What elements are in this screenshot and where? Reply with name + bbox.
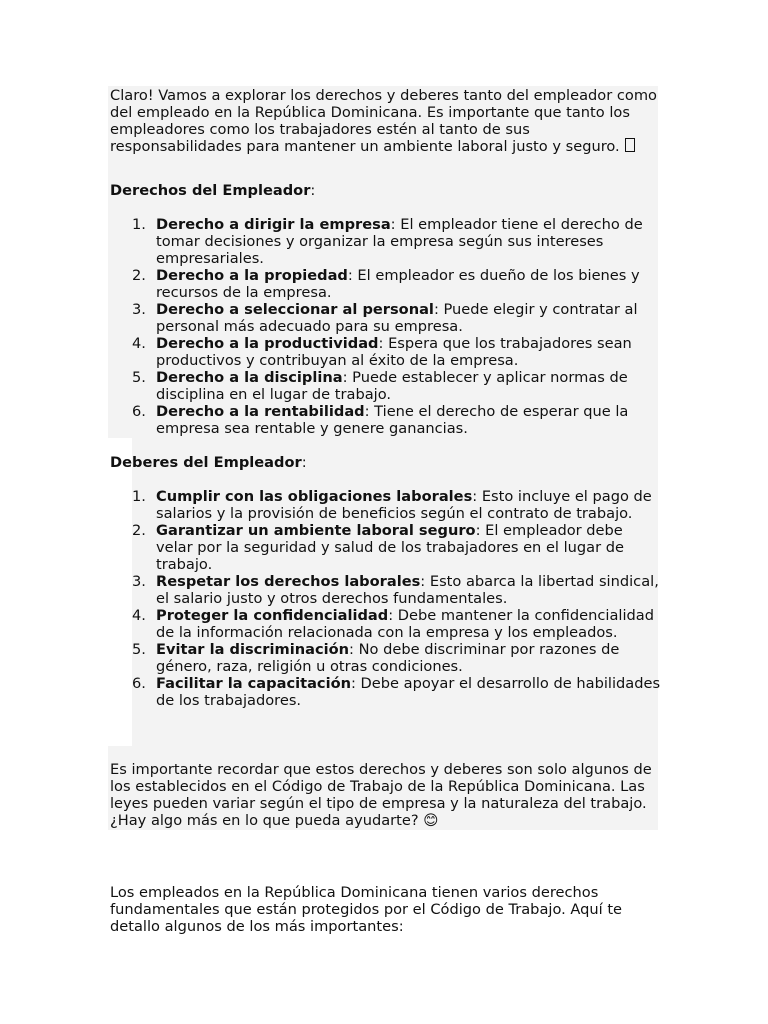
list-item-text: : El empleador es dueño de los bienes y recursos de la empresa. bbox=[156, 267, 640, 301]
list-item-text: : El empleador debe velar por la seguridad y salud de los trabajadores en el lugar de trabajo. bbox=[156, 522, 625, 573]
list-item-text: : Tiene el derecho de esperar que la empresa sea rentable y genere ganancias. bbox=[156, 403, 629, 437]
closing-paragraph bbox=[110, 761, 662, 829]
deberes-heading-colon: : bbox=[301, 454, 307, 471]
missing-glyph-icon bbox=[625, 138, 635, 152]
list-item-title: Respetar los derechos laborales bbox=[156, 573, 421, 590]
list-item bbox=[110, 522, 662, 573]
list-item bbox=[110, 216, 662, 267]
derechos-heading bbox=[110, 182, 662, 199]
list-number: 6. bbox=[132, 675, 146, 692]
list-number: 2. bbox=[132, 267, 146, 284]
list-item bbox=[110, 488, 662, 522]
list-item bbox=[110, 301, 662, 335]
second-text: Los empleados en la República Dominicana tienen varios derechos fundamentales que están protegidos por el Código de Trabajo. Aquí te detallo algunos de los más importantes: bbox=[110, 884, 623, 935]
intro-text: Claro! Vamos a explorar los derechos y deberes tanto del empleador como del empleado en la República Dominicana. Es importante que tanto los empleadores como los trabajadores estén al tanto de sus responsabilidades para mantener un ambiente laboral justo y seguro. bbox=[110, 87, 657, 155]
list-item-title: Cumplir con las obligaciones laborales bbox=[156, 488, 473, 505]
derechos-heading-title: Derechos del Empleador bbox=[110, 182, 311, 199]
list-item-text: : Debe mantener la confidencialidad de la información relacionada con la empresa y los empleados. bbox=[156, 607, 654, 641]
list-number: 6. bbox=[132, 403, 146, 420]
list-item-text: : Esto abarca la libertad sindical, el salario justo y otros derechos fundamentales. bbox=[156, 573, 659, 607]
derechos-heading-colon: : bbox=[310, 182, 316, 199]
list-number: 5. bbox=[132, 369, 146, 386]
list-item-title: Derecho a seleccionar al personal bbox=[156, 301, 434, 318]
second-paragraph bbox=[110, 884, 662, 935]
list-item bbox=[110, 573, 662, 607]
list-number: 2. bbox=[132, 522, 146, 539]
list-item-text: : No debe discriminar por razones de género, raza, religión u otras condiciones. bbox=[156, 641, 620, 675]
list-item bbox=[110, 267, 662, 301]
closing-text: Es importante recordar que estos derechos y deberes son solo algunos de los establecidos en el Código de Trabajo de la República Dominicana. Las leyes pueden variar según el tipo de empresa y la naturaleza del trabajo. ¿Hay algo más en lo que pueda ayudarte? 😊 bbox=[110, 761, 652, 829]
list-item-title: Derecho a dirigir la empresa bbox=[156, 216, 391, 233]
list-item-text: : Espera que los trabajadores sean productivos y contribuyan al éxito de la empresa. bbox=[156, 335, 632, 369]
list-item-title: Derecho a la propiedad bbox=[156, 267, 348, 284]
list-item bbox=[110, 675, 662, 709]
list-item-text: : Esto incluye el pago de salarios y la provisión de beneficios según el contrato de trabajo. bbox=[156, 488, 652, 522]
list-item bbox=[110, 335, 662, 369]
deberes-heading-title: Deberes del Empleador bbox=[110, 454, 302, 471]
list-number: 1. bbox=[132, 488, 146, 505]
list-number: 3. bbox=[132, 301, 146, 318]
list-number: 3. bbox=[132, 573, 146, 590]
list-number: 4. bbox=[132, 607, 146, 624]
list-item-title: Derecho a la disciplina bbox=[156, 369, 343, 386]
list-item-title: Evitar la discriminación bbox=[156, 641, 350, 658]
list-item-text: : Debe apoyar el desarrollo de habilidades de los trabajadores. bbox=[156, 675, 661, 709]
deberes-heading bbox=[110, 454, 662, 471]
list-item-title: Derecho a la productividad bbox=[156, 335, 379, 352]
list-item bbox=[110, 641, 662, 675]
list-item-text: : El empleador tiene el derecho de tomar decisiones y organizar la empresa según sus intereses empresariales. bbox=[156, 216, 643, 267]
list-item-title: Proteger la confidencialidad bbox=[156, 607, 389, 624]
list-item-title: Facilitar la capacitación bbox=[156, 675, 351, 692]
list-number: 1. bbox=[132, 216, 146, 233]
derechos-list bbox=[110, 216, 662, 437]
deberes-list bbox=[110, 488, 662, 709]
list-item-title: Derecho a la rentabilidad bbox=[156, 403, 365, 420]
list-item-text: : Puede establecer y aplicar normas de disciplina en el lugar de trabajo. bbox=[156, 369, 628, 403]
list-item bbox=[110, 369, 662, 403]
list-number: 5. bbox=[132, 641, 146, 658]
list-item-text: : Puede elegir y contratar al personal más adecuado para su empresa. bbox=[156, 301, 638, 335]
list-item-title: Garantizar un ambiente laboral seguro bbox=[156, 522, 476, 539]
list-item bbox=[110, 403, 662, 437]
list-number: 4. bbox=[132, 335, 146, 352]
intro-paragraph bbox=[110, 87, 662, 155]
list-item bbox=[110, 607, 662, 641]
